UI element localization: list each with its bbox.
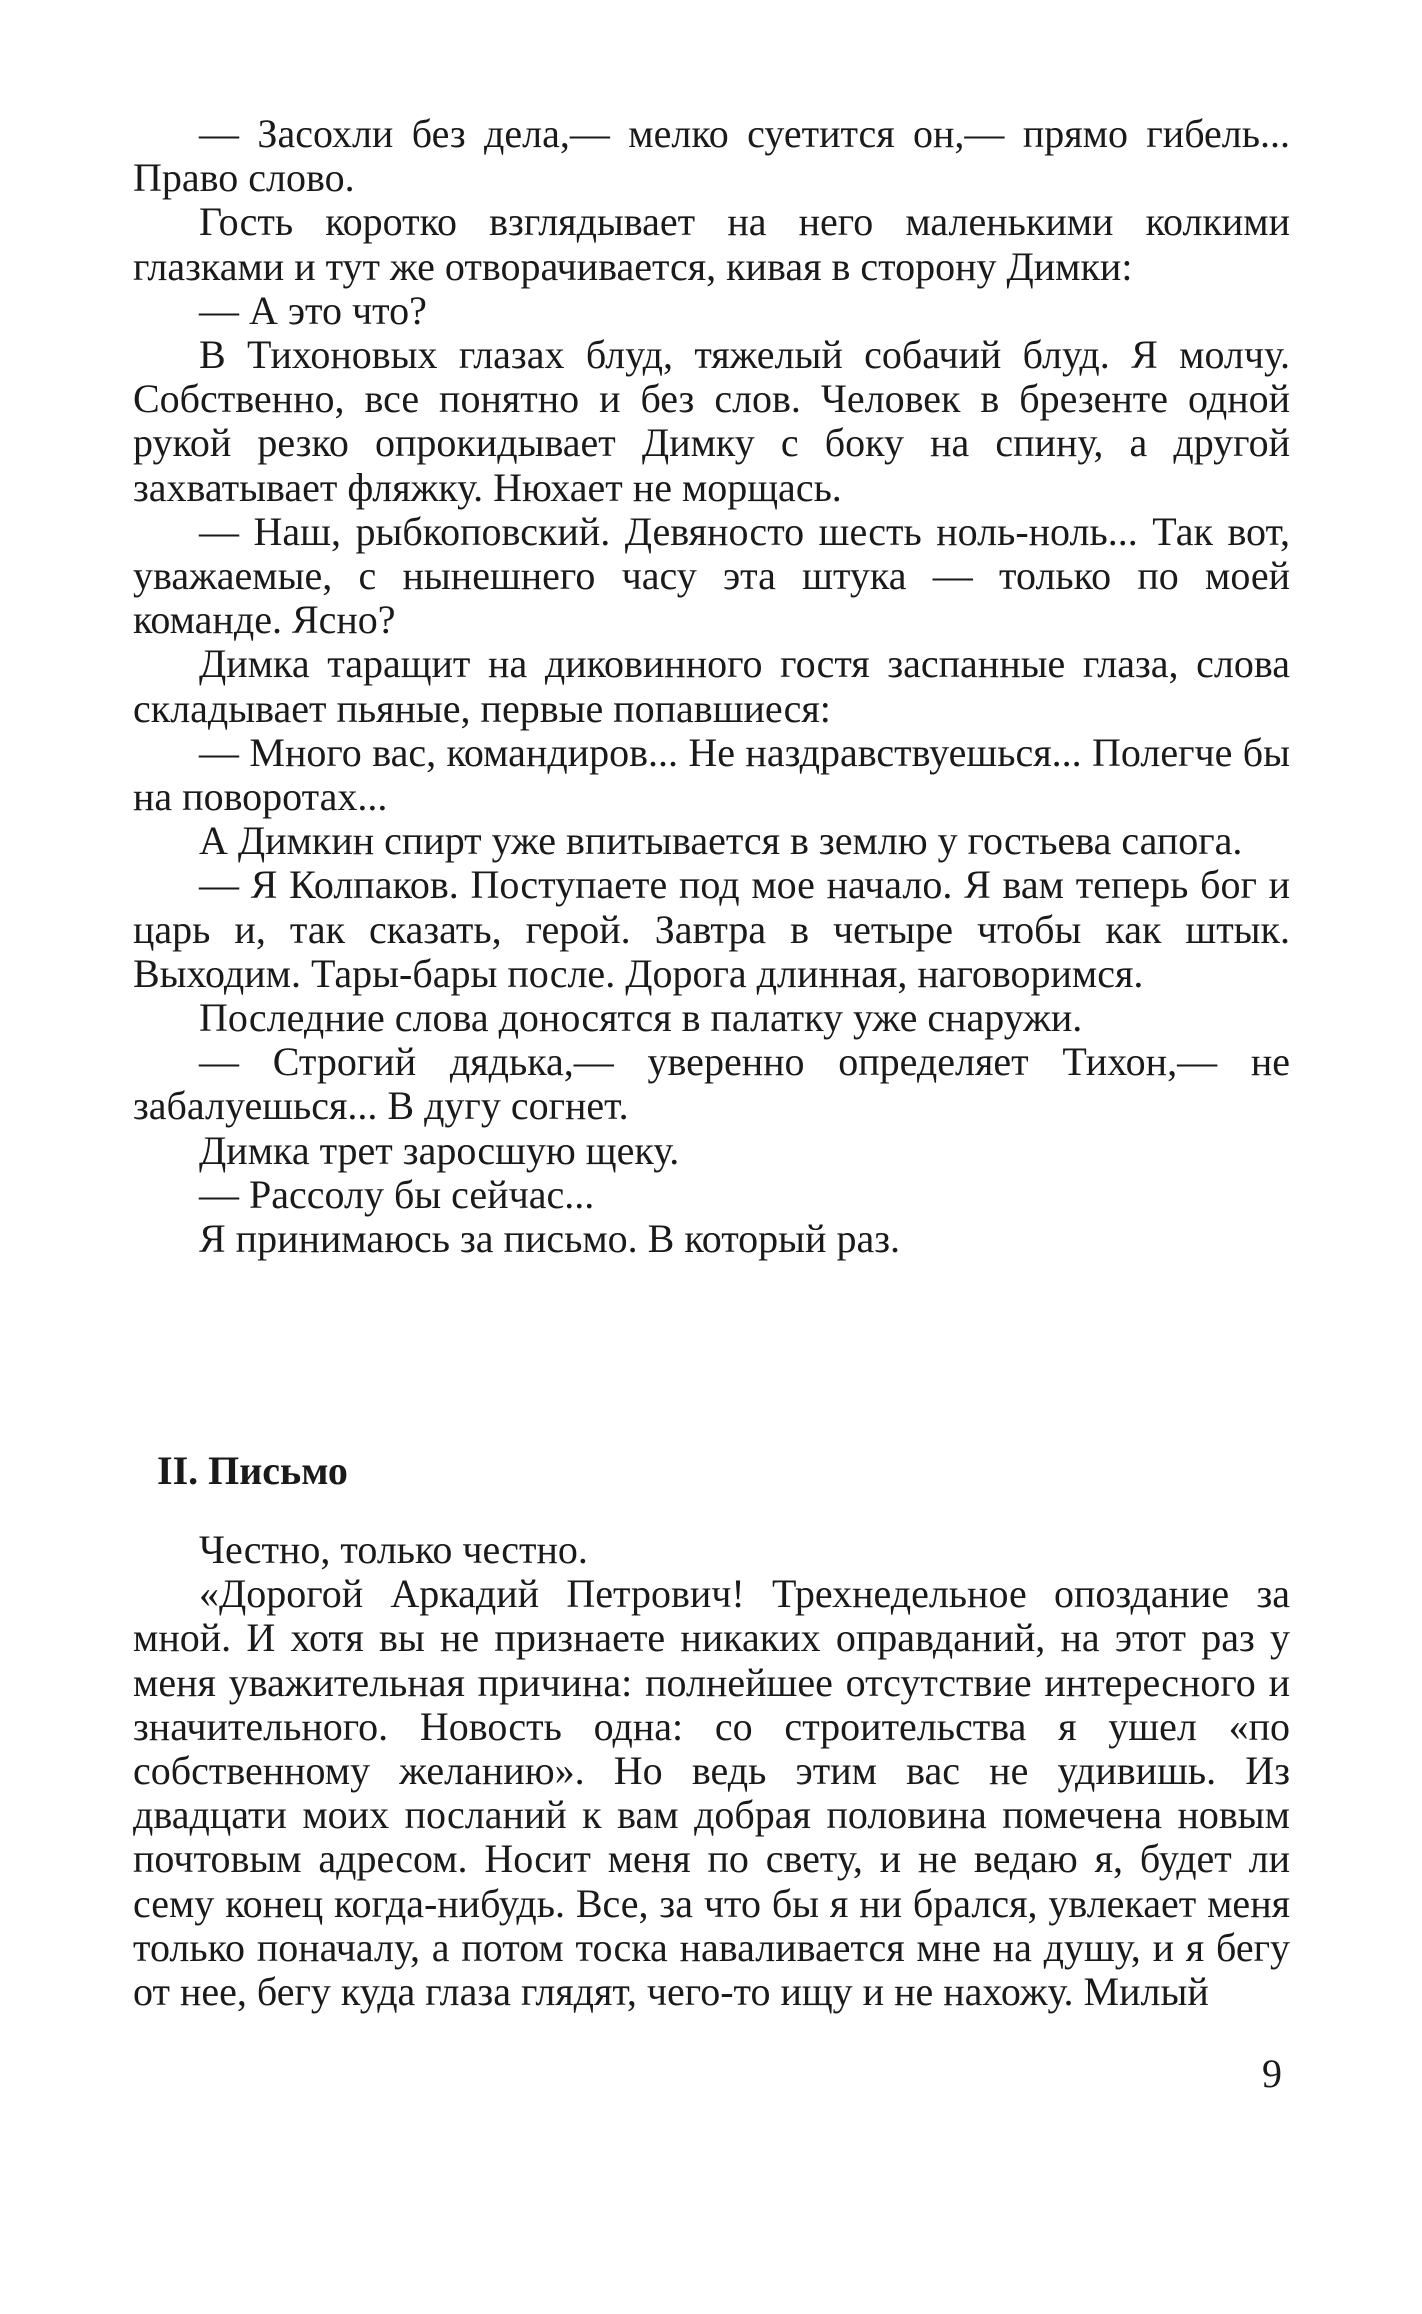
paragraph: — Наш, рыбкоповский. Девяносто шесть ноль-ноль... Так вот, уважаемые, с нынешнего часу эта штука — только по моей команде. Ясно?: [133, 508, 1290, 643]
paragraph: Я принимаюсь за письмо. В который раз.: [199, 1216, 900, 1262]
paragraph: — Засохли без дела,— мелко суетится он,— прямо гибель... Право слово.: [133, 111, 1290, 201]
paragraph: Гость коротко взглядывает на него маленькими колкими глазками и тут же отворачивается, кивая в сторону Димки:: [133, 199, 1290, 289]
paragraph: А Димкин спирт уже впитывается в землю у гостьева сапога.: [199, 818, 1243, 864]
paragraph: — А это что?: [199, 287, 427, 333]
paragraph: Димка таращит на диковинного гостя заспанные глаза, слова складывает пьяные, первые попавшиеся:: [133, 641, 1290, 731]
paragraph: Димка трет заросшую щеку.: [199, 1127, 680, 1173]
paragraph: «Дорогой Аркадий Петрович! Трехнедельное опоздание за мной. И хотя вы не признаете никаких оправданий, на этот раз у меня уважительная причина: полнейшее отсутствие интересного и значительного. Новость одна: со строительства я ушел «по собственному желанию». Но ведь этим вас не удивишь. Из двадцати моих посланий к вам добрая половина помечена новым почтовым адресом. Носит меня по свету, и не ведаю я, будет ли сему конец когда-нибудь. Все, за что бы я ни брался, увлекает меня только поначалу, а потом тоска наваливается мне на душу, и я бегу от нее, бегу куда глаза глядят, чего-то ищу и не нахожу. Милый: [133, 1571, 1290, 2015]
page-number: 9: [1262, 2051, 1282, 2096]
paragraph: Честно, только честно.: [199, 1527, 588, 1572]
chapter-heading: II. Письмо: [157, 1448, 348, 1493]
body-text-before-heading: [133, 112, 1290, 1261]
body-text-after-heading: [133, 1528, 1290, 2014]
paragraph: — Много вас, командиров... Не наздравствуешься... Полегче бы на поворотах...: [133, 729, 1290, 820]
paragraph: — Рассолу бы сейчас...: [199, 1171, 595, 1217]
paragraph: В Тихоновых глазах блуд, тяжелый собачий блуд. Я молчу. Собственно, все понятно и без слов. Человек в брезенте одной рукой резко опрокидывает Димку с боку на спину, а другой захватывает фляжку. Нюхает не морщась.: [133, 332, 1290, 510]
paragraph: Последние слова доносятся в палатку уже снаружи.: [199, 995, 1083, 1041]
paragraph: — Строгий дядька,— уверенно определяет Тихон,— не забалуешься... В дугу согнет.: [133, 1039, 1290, 1129]
paragraph: — Я Колпаков. Поступаете под мое начало. Я вам теперь бог и царь и, так сказать, герой. Завтра в четыре чтобы как штык. Выходим. Тары-бары после. Дорога длинная, наговоримся.: [133, 862, 1290, 996]
